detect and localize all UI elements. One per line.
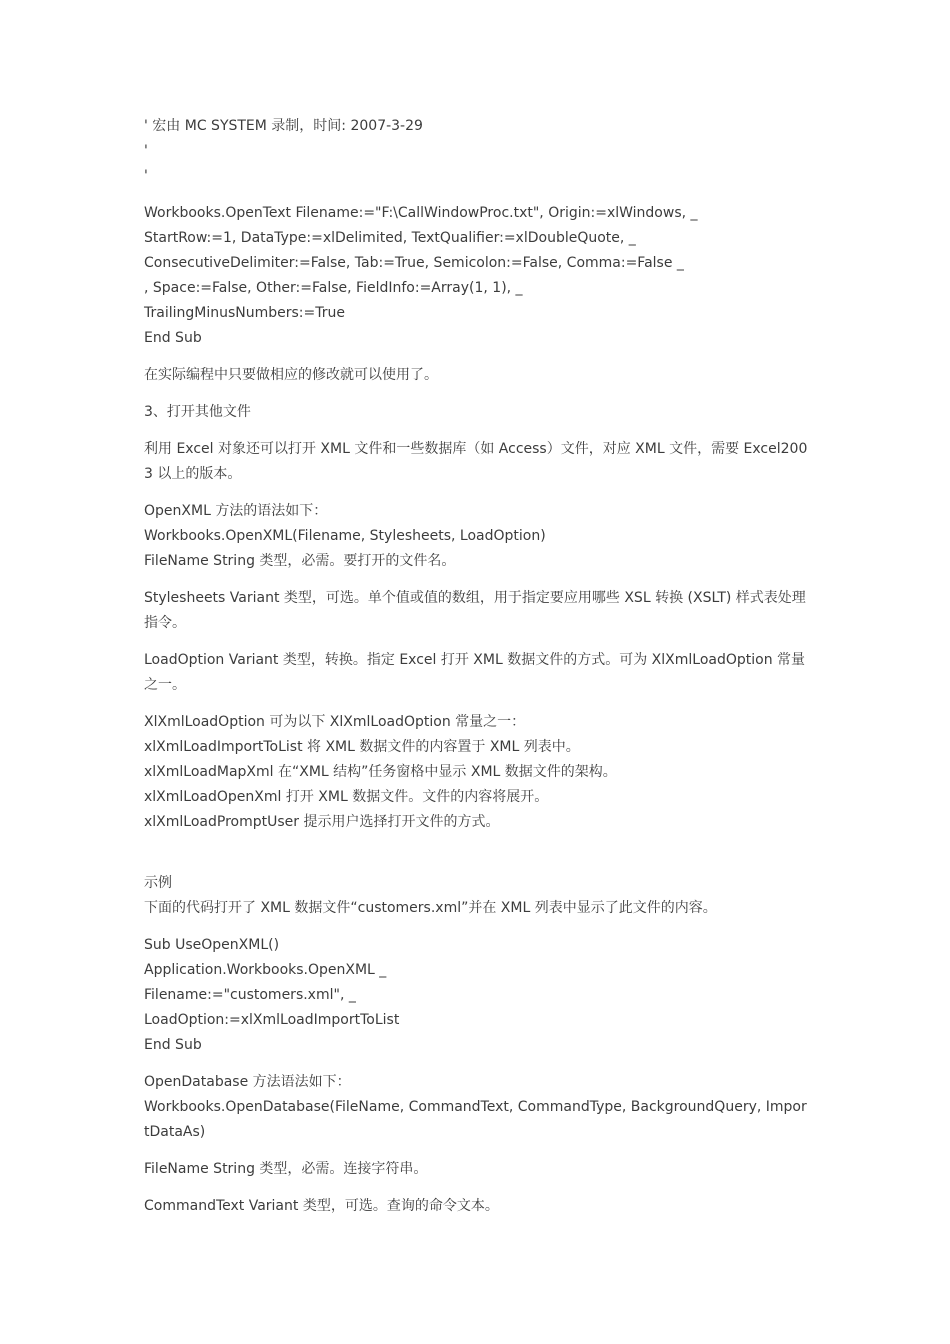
section-heading: 3、打开其他文件 xyxy=(144,404,251,420)
paragraph-commandtext: CommandText Variant 类型，可选。查询的命令文本。 xyxy=(144,1198,499,1214)
code-line: End Sub xyxy=(144,330,202,346)
spacer xyxy=(144,351,808,363)
macro-comment-block xyxy=(144,114,808,189)
code-line: Workbooks.OpenXML(Filename, Stylesheets, LoadOption) xyxy=(144,528,546,544)
spacer xyxy=(144,487,808,499)
text-line: FileName String 类型，必需。要打开的文件名。 xyxy=(144,553,456,569)
spacer xyxy=(144,388,808,400)
code-line: LoadOption:=xlXmlLoadImportToList xyxy=(144,1012,400,1028)
spacer xyxy=(144,921,808,933)
text-line: xlXmlLoadPromptUser 提示用户选择打开文件的方式。 xyxy=(144,814,500,830)
spacer xyxy=(144,425,808,437)
spacer xyxy=(144,835,808,871)
text-line: OpenXML 方法的语法如下： xyxy=(144,503,328,519)
comment-mark-line: ' xyxy=(144,168,148,184)
paragraph-stylesheets: Stylesheets Variant 类型，可选。单个值或值的数组，用于指定要应用哪些 XSL 转换 (XSLT) 样式表处理指令。 xyxy=(144,590,806,631)
paragraph-excel-xml: 利用 Excel 对象还可以打开 XML 文件和一些数据库（如 Access）文件，对应 XML 文件，需要 Excel2003 以上的版本。 xyxy=(144,441,808,482)
code-line: TrailingMinusNumbers:=True xyxy=(144,305,345,321)
text-line: xlXmlLoadOpenXml 打开 XML 数据文件。文件的内容将展开。 xyxy=(144,789,549,805)
code-line: Application.Workbooks.OpenXML _ xyxy=(144,962,387,978)
openxml-syntax-block xyxy=(144,499,808,574)
code-line: StartRow:=1, DataType:=xlDelimited, TextQualifier:=xlDoubleQuote, _ xyxy=(144,230,636,246)
code-line: Filename:="customers.xml", _ xyxy=(144,987,356,1003)
text-line: XlXmlLoadOption 可为以下 XlXmlLoadOption 常量之一： xyxy=(144,714,526,730)
code-line: Workbooks.OpenDatabase(FileName, CommandText, CommandType, BackgroundQuery, ImportDataAs) xyxy=(144,1099,807,1140)
text-line: xlXmlLoadMapXml 在“XML 结构”任务窗格中显示 XML 数据文件的架构。 xyxy=(144,764,617,780)
comment-mark-line: ' xyxy=(144,143,148,159)
spacer xyxy=(144,1182,808,1194)
text-line: xlXmlLoadImportToList 将 XML 数据文件的内容置于 XML 列表中。 xyxy=(144,739,580,755)
loadoption-constants-block xyxy=(144,710,808,835)
document-body xyxy=(144,114,808,1219)
spacer xyxy=(144,1145,808,1157)
macro-comment-line: ' 宏由 MC SYSTEM 录制，时间: 2007-3-29 xyxy=(144,118,423,134)
text-line: 下面的代码打开了 XML 数据文件“customers.xml”并在 XML 列表中显示了此文件的内容。 xyxy=(144,900,717,916)
code-line: Workbooks.OpenText Filename:="F:\CallWindowProc.txt", Origin:=xlWindows, _ xyxy=(144,205,698,221)
opendatabase-syntax-block xyxy=(144,1070,808,1145)
paragraph-loadoption: LoadOption Variant 类型，转换。指定 Excel 打开 XML 数据文件的方式。可为 XlXmlLoadOption 常量之一。 xyxy=(144,652,806,693)
spacer xyxy=(144,574,808,586)
paragraph-filename: FileName String 类型，必需。连接字符串。 xyxy=(144,1161,428,1177)
spacer xyxy=(144,636,808,648)
paragraph-modify-note: 在实际编程中只要做相应的修改就可以使用了。 xyxy=(144,367,438,383)
spacer xyxy=(144,698,808,710)
spacer xyxy=(144,1058,808,1070)
text-line: OpenDatabase 方法语法如下： xyxy=(144,1074,351,1090)
code-line: End Sub xyxy=(144,1037,202,1053)
example-block xyxy=(144,871,808,921)
opentext-code-block xyxy=(144,201,808,351)
code-line: ConsecutiveDelimiter:=False, Tab:=True, Semicolon:=False, Comma:=False _ xyxy=(144,255,684,271)
code-line: Sub UseOpenXML() xyxy=(144,937,280,953)
example-code-block xyxy=(144,933,808,1058)
example-heading: 示例 xyxy=(144,875,172,891)
spacer xyxy=(144,189,808,201)
code-line: , Space:=False, Other:=False, FieldInfo:=Array(1, 1), _ xyxy=(144,280,523,296)
